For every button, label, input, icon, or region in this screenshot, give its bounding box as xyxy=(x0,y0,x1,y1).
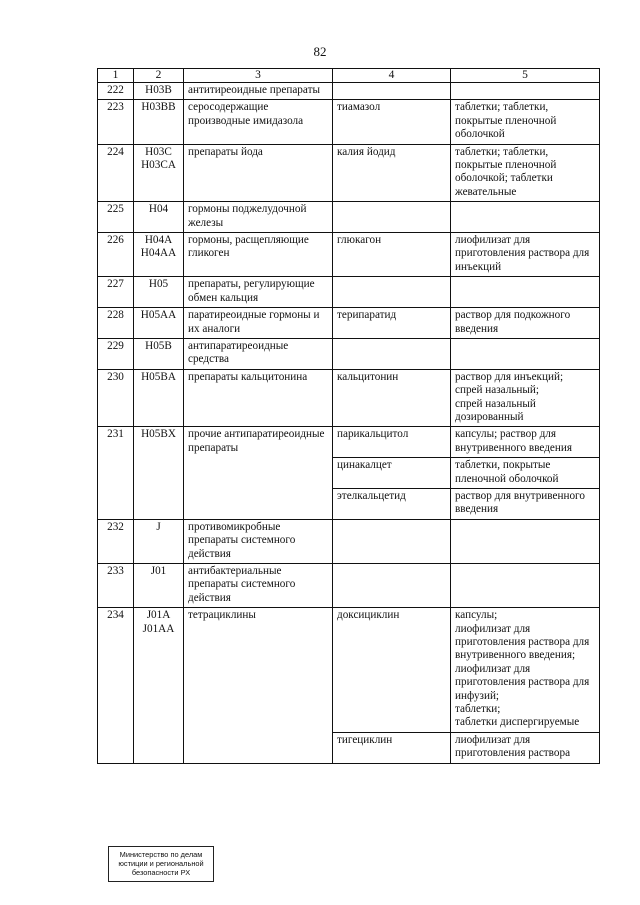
table-row xyxy=(98,233,600,277)
drug-name-cell: глюкагон xyxy=(333,233,451,277)
header-cell: 5 xyxy=(451,69,600,83)
dosage-form-cell xyxy=(451,338,600,369)
atc-code-cell: H03C H03CA xyxy=(134,144,184,202)
row-number-cell: 231 xyxy=(98,427,134,519)
table-row xyxy=(98,427,600,458)
anatomical-group-cell: антипаратиреоидные средства xyxy=(184,338,333,369)
header-cell: 4 xyxy=(333,69,451,83)
dosage-form-cell: таблетки; таблетки, покрытые пленочной оболочкой; таблетки жевательные xyxy=(451,144,600,202)
table-row xyxy=(98,519,600,563)
drug-name-cell: кальцитонин xyxy=(333,369,451,427)
table-row xyxy=(98,369,600,427)
anatomical-group-cell: антитиреоидные препараты xyxy=(184,83,333,100)
row-number-cell: 224 xyxy=(98,144,134,202)
stamp-line: юстиции и региональной xyxy=(118,859,204,868)
atc-code-cell: J01A J01AA xyxy=(134,608,184,763)
drug-name-cell: терипаратид xyxy=(333,308,451,339)
drug-name-cell: парикальцитол xyxy=(333,427,451,458)
header-cell: 3 xyxy=(184,69,333,83)
row-number-cell: 227 xyxy=(98,277,134,308)
table-row xyxy=(98,277,600,308)
anatomical-group-cell: препараты йода xyxy=(184,144,333,202)
table-row xyxy=(98,338,600,369)
row-number-cell: 228 xyxy=(98,308,134,339)
row-number-cell: 233 xyxy=(98,564,134,608)
dosage-form-cell xyxy=(451,277,600,308)
table-row xyxy=(98,308,600,339)
dosage-form-cell xyxy=(451,564,600,608)
table-row xyxy=(98,608,600,733)
table-header-row xyxy=(98,69,600,83)
atc-code-cell: H05BA xyxy=(134,369,184,427)
row-number-cell: 230 xyxy=(98,369,134,427)
drug-name-cell: этелкальцетид xyxy=(333,488,451,519)
anatomical-group-cell: серосодержащие производные имидазола xyxy=(184,100,333,144)
page-number: 82 xyxy=(313,44,327,59)
dosage-form-cell: лиофилизат для приготовления раствора xyxy=(451,732,600,763)
anatomical-group-cell: препараты кальцитонина xyxy=(184,369,333,427)
atc-code-cell: H04A H04AA xyxy=(134,233,184,277)
drug-name-cell: доксициклин xyxy=(333,608,451,733)
dosage-form-cell: лиофилизат для приготовления раствора для инъекций xyxy=(451,233,600,277)
dosage-form-cell: капсулы; раствор для внутривенного введения xyxy=(451,427,600,458)
atc-code-cell: H05 xyxy=(134,277,184,308)
dosage-form-cell xyxy=(451,202,600,233)
dosage-form-cell: раствор для внутривенного введения xyxy=(451,488,600,519)
anatomical-group-cell: гормоны поджелудочной железы xyxy=(184,202,333,233)
anatomical-group-cell: гормоны, расщепляющие гликоген xyxy=(184,233,333,277)
anatomical-group-cell: противомикробные препараты системного действия xyxy=(184,519,333,563)
drug-name-cell: калия йодид xyxy=(333,144,451,202)
table-row xyxy=(98,564,600,608)
table-row xyxy=(98,100,600,144)
row-number-cell: 232 xyxy=(98,519,134,563)
atc-code-cell: H05B xyxy=(134,338,184,369)
table-row xyxy=(98,83,600,100)
row-number-cell: 234 xyxy=(98,608,134,763)
dosage-form-cell: раствор для подкожного введения xyxy=(451,308,600,339)
drug-name-cell xyxy=(333,83,451,100)
stamp-line: Министерство по делам xyxy=(119,850,203,859)
drug-name-cell: цинакалцет xyxy=(333,458,451,489)
row-number-cell: 225 xyxy=(98,202,134,233)
atc-code-cell: J01 xyxy=(134,564,184,608)
stamp-line: безопасности РХ xyxy=(131,868,191,877)
drug-name-cell xyxy=(333,564,451,608)
anatomical-group-cell: антибактериальные препараты системного действия xyxy=(184,564,333,608)
atc-code-cell: H03BB xyxy=(134,100,184,144)
header-cell: 1 xyxy=(98,69,134,83)
atc-code-cell: H05BX xyxy=(134,427,184,519)
drug-name-cell xyxy=(333,519,451,563)
dosage-form-cell: таблетки; таблетки, покрытые пленочной оболочкой xyxy=(451,100,600,144)
drug-name-cell xyxy=(333,338,451,369)
drug-name-cell: тигециклин xyxy=(333,732,451,763)
anatomical-group-cell: тетрациклины xyxy=(184,608,333,763)
drug-table xyxy=(97,68,600,764)
row-number-cell: 222 xyxy=(98,83,134,100)
row-number-cell: 226 xyxy=(98,233,134,277)
anatomical-group-cell: препараты, регулирующие обмен кальция xyxy=(184,277,333,308)
anatomical-group-cell: прочие антипаратиреоидные препараты xyxy=(184,427,333,519)
atc-code-cell: H04 xyxy=(134,202,184,233)
table-row xyxy=(98,144,600,202)
anatomical-group-cell: паратиреоидные гормоны и их аналоги xyxy=(184,308,333,339)
atc-code-cell: J xyxy=(134,519,184,563)
header-cell: 2 xyxy=(134,69,184,83)
dosage-form-cell xyxy=(451,519,600,563)
row-number-cell: 223 xyxy=(98,100,134,144)
drug-name-cell xyxy=(333,277,451,308)
atc-code-cell: H03B xyxy=(134,83,184,100)
row-number-cell: 229 xyxy=(98,338,134,369)
ministry-stamp xyxy=(108,846,214,882)
atc-code-cell: H05AA xyxy=(134,308,184,339)
drug-name-cell: тиамазол xyxy=(333,100,451,144)
dosage-form-cell xyxy=(451,83,600,100)
dosage-form-cell: раствор для инъекций; спрей назальный; спрей назальный дозированный xyxy=(451,369,600,427)
table-row xyxy=(98,202,600,233)
dosage-form-cell: капсулы; лиофилизат для приготовления раствора для внутривенного введения; лиофилизат для приготовления раствора для инфузий; таблетки; таблетки диспергируемые xyxy=(451,608,600,733)
drug-name-cell xyxy=(333,202,451,233)
dosage-form-cell: таблетки, покрытые пленочной оболочкой xyxy=(451,458,600,489)
